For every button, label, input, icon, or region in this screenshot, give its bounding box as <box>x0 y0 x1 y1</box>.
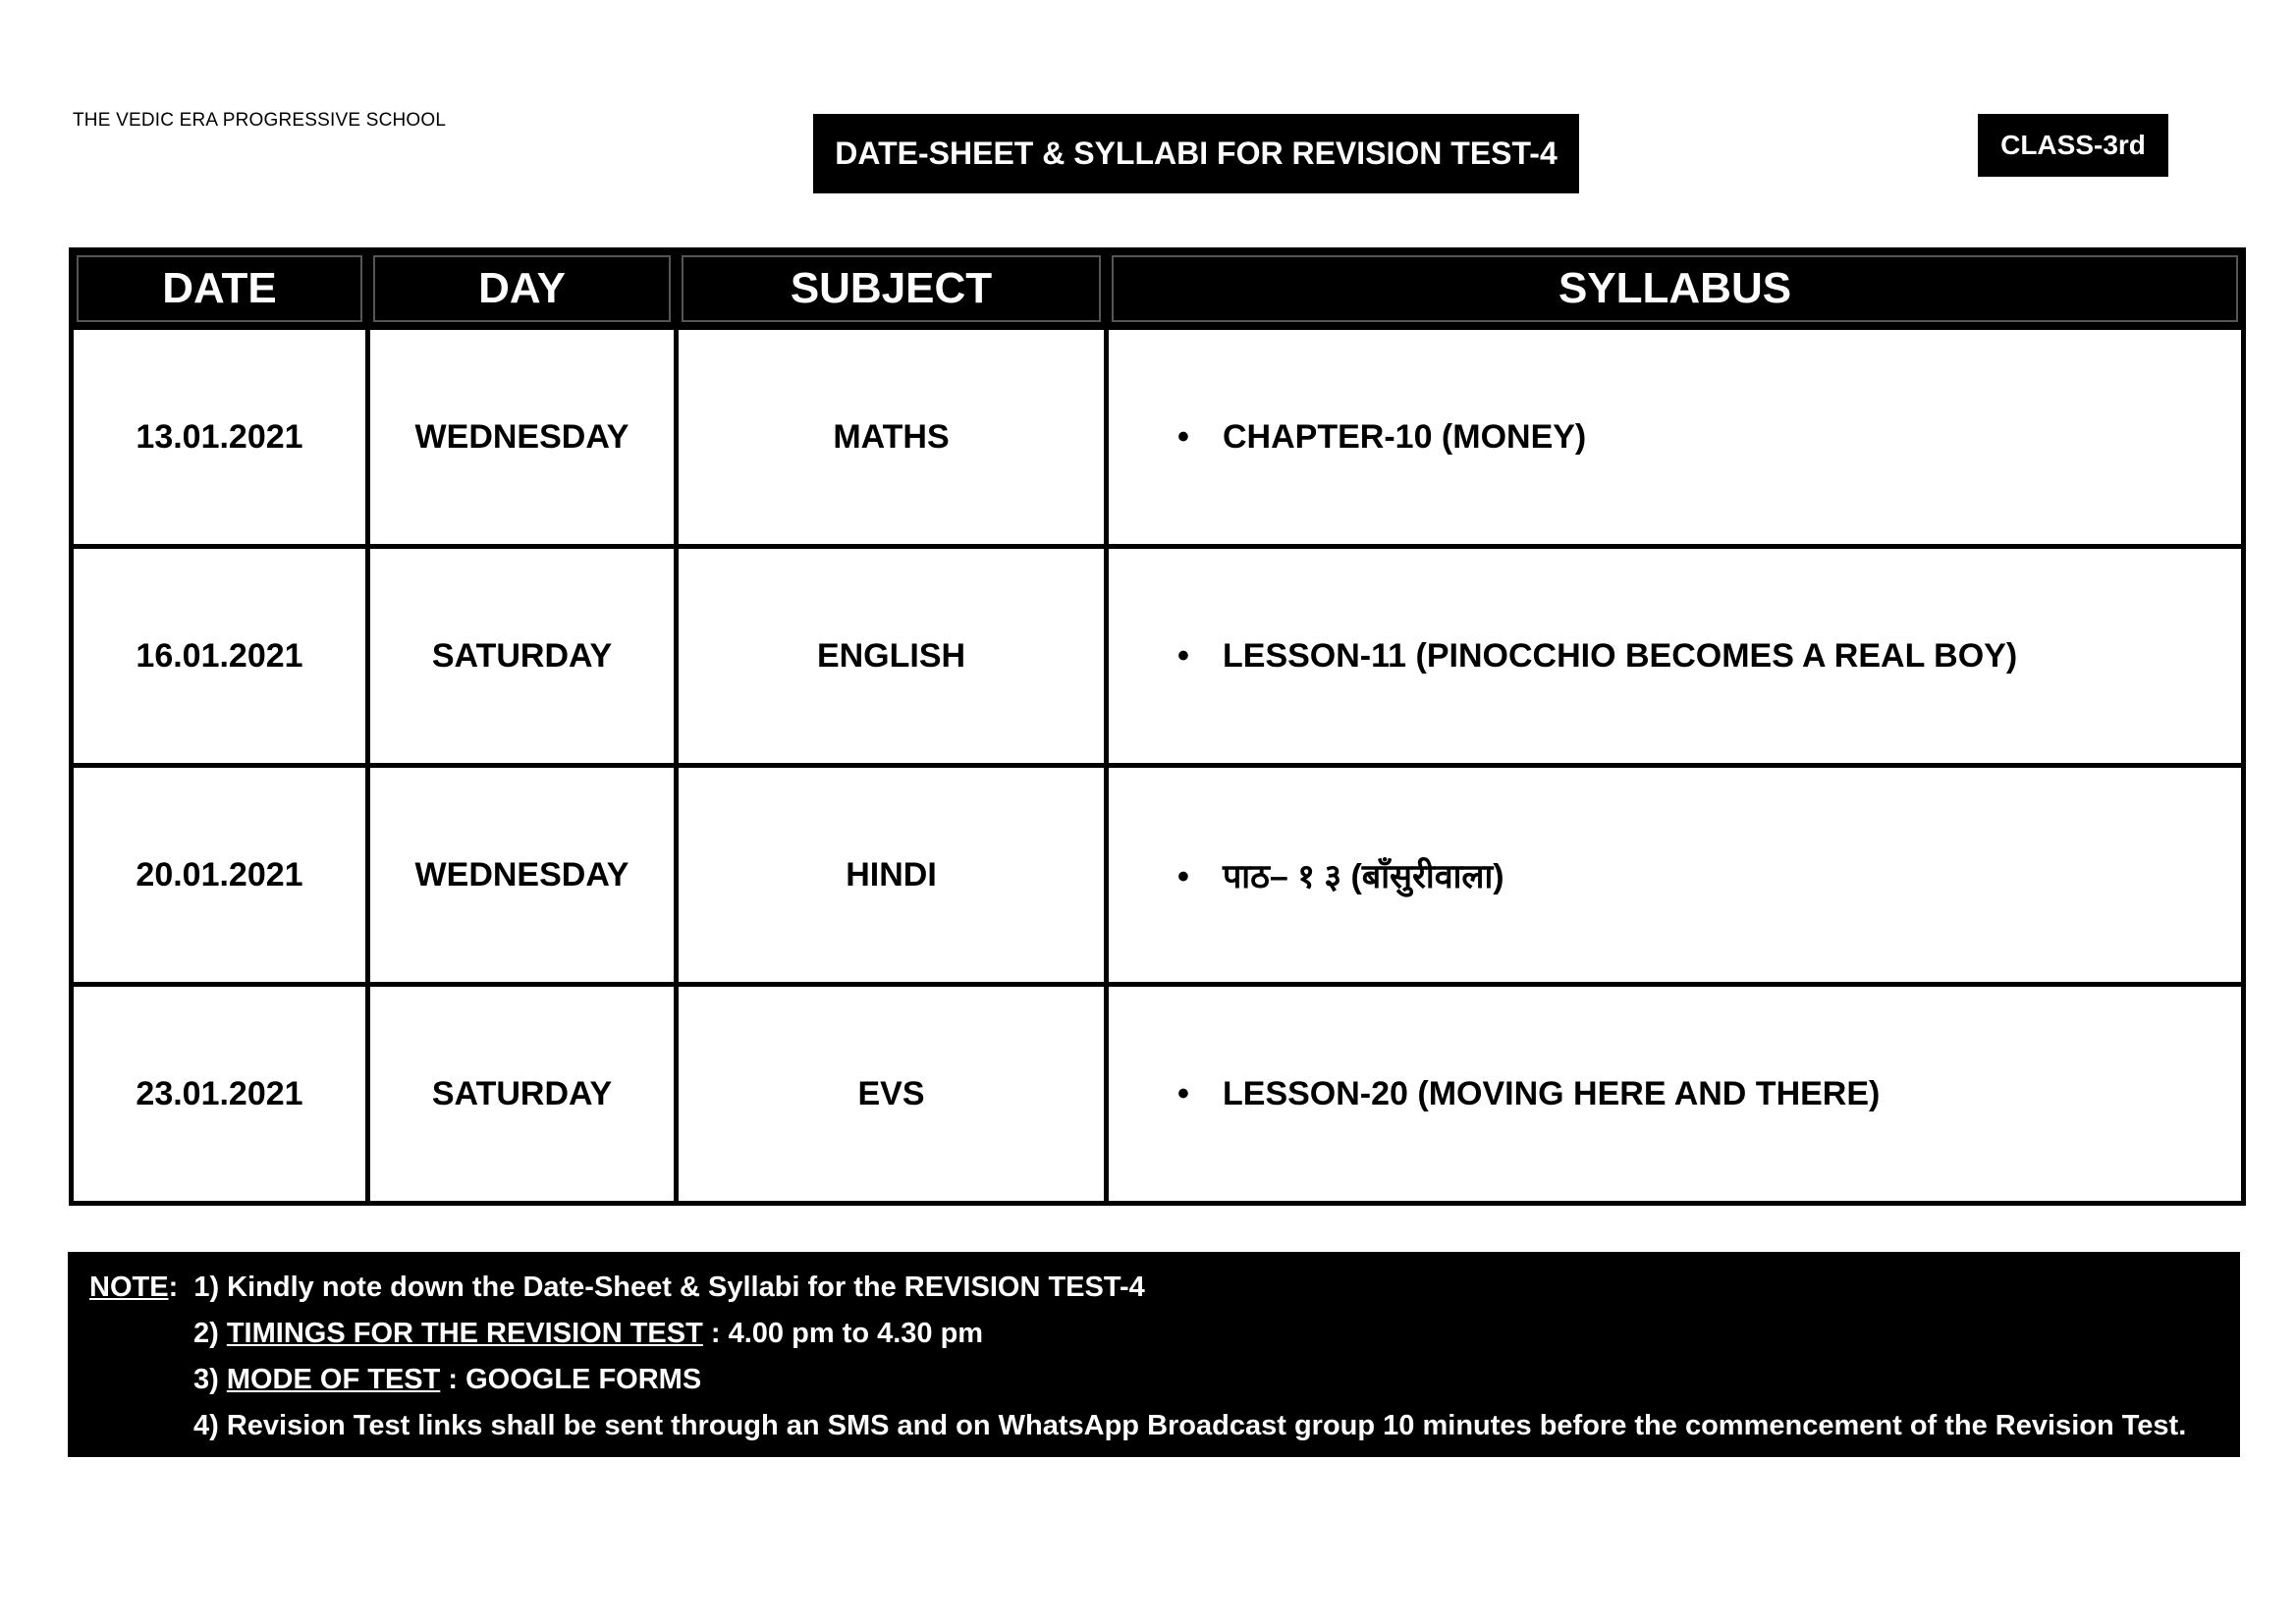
bullet-icon: • <box>1177 1074 1189 1112</box>
day-cell: WEDNESDAY <box>368 766 677 985</box>
subject-cell: EVS <box>677 985 1107 1204</box>
note-key: TIMINGS FOR THE REVISION TEST <box>226 1318 703 1349</box>
note-prefix: 3) <box>193 1364 227 1395</box>
column-header-syllabus: SYLLABUS <box>1107 250 2244 328</box>
bullet-icon: • <box>1177 417 1189 456</box>
syllabus-cell <box>1107 766 2244 985</box>
bullet-icon: • <box>1177 636 1189 675</box>
date-cell: 13.01.2021 <box>72 328 368 547</box>
syllabus-text: CHAPTER-10 (MONEY) <box>1223 417 1587 456</box>
note-box <box>68 1252 2240 1457</box>
note-text: 1) Kindly note down the Date-Sheet & Syllabi for the REVISION TEST-4 <box>193 1272 1145 1303</box>
note-label-suffix: : <box>168 1272 194 1303</box>
subject-cell: ENGLISH <box>677 547 1107 766</box>
table-row <box>72 766 2244 985</box>
day-cell: SATURDAY <box>368 547 677 766</box>
note-text: 4) Revision Test links shall be sent through an SMS and on WhatsApp Broadcast group 10 minutes before the commencement of the Revision Test. <box>193 1410 2187 1441</box>
day-cell: WEDNESDAY <box>368 328 677 547</box>
syllabus-text: LESSON-20 (MOVING HERE AND THERE) <box>1223 1074 1881 1112</box>
note-label: NOTE <box>89 1272 169 1303</box>
table-header-row <box>72 250 2244 328</box>
column-header-date: DATE <box>72 250 368 328</box>
date-cell: 20.01.2021 <box>72 766 368 985</box>
note-line-2 <box>89 1311 2240 1357</box>
table-row <box>72 547 2244 766</box>
note-line-4 <box>89 1403 2240 1449</box>
date-sheet-table <box>69 247 2246 1206</box>
syllabus-cell <box>1107 328 2244 547</box>
note-line-3 <box>89 1357 2240 1403</box>
page-title-text: DATE-SHEET & SYLLABI FOR REVISION TEST-4 <box>835 135 1558 171</box>
class-badge <box>1978 114 2168 177</box>
date-cell: 16.01.2021 <box>72 547 368 766</box>
subject-cell: HINDI <box>677 766 1107 985</box>
note-value: : 4.00 pm to 4.30 pm <box>702 1318 984 1349</box>
syllabus-cell <box>1107 547 2244 766</box>
note-value: : GOOGLE FORMS <box>440 1364 702 1395</box>
column-header-day: DAY <box>368 250 677 328</box>
note-key: MODE OF TEST <box>226 1364 441 1395</box>
syllabus-text: LESSON-11 (PINOCCHIO BECOMES A REAL BOY) <box>1223 636 2018 675</box>
subject-cell: MATHS <box>677 328 1107 547</box>
table-row <box>72 328 2244 547</box>
syllabus-text: पाठ– १ ३ (बाँसुरीवाला) <box>1223 858 1504 895</box>
school-name: THE VEDIC ERA PROGRESSIVE SCHOOL <box>73 110 447 131</box>
note-line-1 <box>89 1265 2240 1311</box>
syllabus-cell <box>1107 985 2244 1204</box>
class-badge-text: CLASS-3rd <box>2000 130 2146 160</box>
table-row <box>72 985 2244 1204</box>
page-title <box>813 114 1579 193</box>
day-cell: SATURDAY <box>368 985 677 1204</box>
column-header-subject: SUBJECT <box>677 250 1107 328</box>
date-cell: 23.01.2021 <box>72 985 368 1204</box>
note-prefix: 2) <box>193 1318 227 1349</box>
bullet-icon: • <box>1177 858 1189 895</box>
